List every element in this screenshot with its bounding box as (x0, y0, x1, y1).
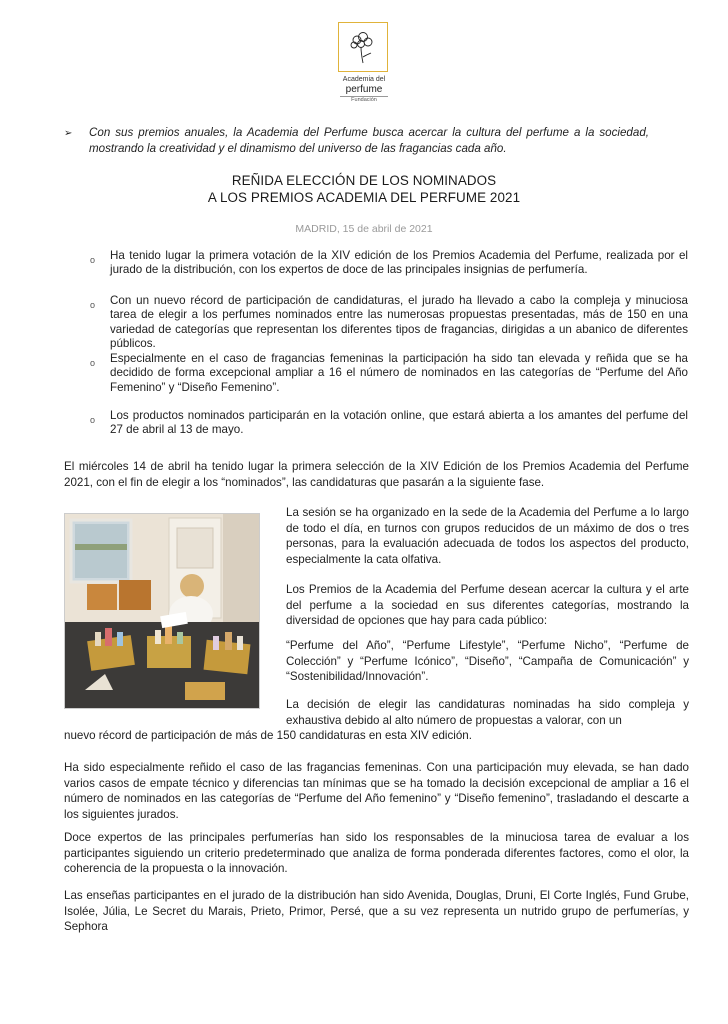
bullet-text: Especialmente en el caso de fragancias femeninas la participación ha sido tan elevada y reñida que se ha decidido de forma excepcional ampliar a 16 el número de nominados en las categorías de “Perfume del Año Femenino” y “Diseño Femenino”. (110, 352, 688, 394)
logo-text-perfume: perfume (345, 84, 383, 95)
paragraph: Ha sido especialmente reñido el caso de las fragancias femeninas. Con una participación muy elevada, se han dado varios casos de empate técnico y diferencias tan mínimas que se ha tomado la decisión excepcional de ampliar a 16 el número de nominados en las categorías de “Perfume del Año femenino” y “Diseño femenino”, trasladando el descarte a los siguientes jurados. (64, 761, 689, 821)
title-line-2: A LOS PREMIOS ACADEMIA DEL PERFUME 2021 (207, 190, 521, 205)
paragraph: Las enseñas participantes en el jurado de la distribución han sido Avenida, Douglas, Druni, El Corte Inglés, Fund Grube, Isolée, Júlia, Le Secret du Marais, Prieto, Primor, Persé, que a su vez representa un nutrido grupo de perfumerías, y Sephora (64, 889, 689, 933)
paragraph: Los Premios de la Academia del Perfume desean acercar la cultura y el arte del perfume a la sociedad en sus diferentes categorías, mostrando la diversidad de opciones que hay para cada público: (286, 583, 689, 627)
paragraph: nuevo récord de participación de más de 150 candidaturas en esta XIV edición. (64, 729, 472, 742)
bullet-marker: o (90, 300, 96, 310)
bullet-marker: o (90, 415, 96, 425)
logo-text-fundacion: Fundación (351, 97, 377, 103)
intro-text: Con sus premios anuales, la Academia del Perfume busca acercar la cultura del perfume a la sociedad, mostrando la creatividad y el dinamismo del universo de las fragancias cada año. (89, 126, 649, 155)
paragraph: El miércoles 14 de abril ha tenido lugar la primera selección de la XIV Edición de los Premios Academia del Perfume 2021, con el fin de elegir a los “nominados”, las candidaturas que pasarán a la siguiente fase. (64, 460, 689, 489)
bullet-marker: o (90, 358, 96, 368)
bullet-text: Ha tenido lugar la primera votación de la XIV edición de los Premios Academia del Perfume, realizada por el jurado de la distribución, con los expertos de doce de las principales insignias de perfumería. (110, 249, 688, 277)
paragraph: La decisión de elegir las candidaturas nominadas ha sido compleja y exhaustiva debido al alto número de propuestas a valorar, con un (286, 698, 689, 727)
arrow-bullet-icon: ➢ (64, 128, 73, 139)
jury-session-photo (64, 513, 260, 709)
logo-text-academia: Academia del (342, 76, 386, 83)
paragraph: La sesión se ha organizado en la sede de la Academia del Perfume a lo largo de todo el día, en turnos con grupos reducidos de un máximo de dos o tres personas, para la evaluación adecuada de todos los aspectos del producto, especialmente la cata olfativa. (286, 506, 689, 566)
bullet-text: Los productos nominados participarán en la votación online, que estará abierta a los amantes del perfume del 27 de abril al 13 de mayo. (110, 409, 688, 437)
bullet-text: Con un nuevo récord de participación de candidaturas, el jurado ha llevado a cabo la compleja y minuciosa tarea de elegir a los perfumes nominados entre las numerosas propuestas presentadas, más de 150 en una variedad de categorías que representan los diferentes tipos de fragancias, dirigidas a un abanico de diferentes públicos. (110, 294, 688, 351)
bullet-marker: o (90, 255, 96, 265)
flower-logo-icon (339, 23, 386, 70)
dateline: MADRID, 15 de abril de 2021 (295, 223, 433, 235)
paragraph: Doce expertos de las principales perfumerías han sido los responsables de la minuciosa tarea de evaluar a los participantes siguiendo un criterio predeterminado que analiza de forma ponderada diferentes factores, como el olor, la coherencia de la propuesta o la innovación. (64, 831, 689, 875)
title-line-1: REÑIDA ELECCIÓN DE LOS NOMINADOS (231, 173, 497, 188)
logo-emblem (338, 22, 388, 72)
paragraph: “Perfume del Año”, “Perfume Lifestyle”, “Perfume Nicho”, “Perfume de Colección” y “Perfume Icónico”, “Diseño”, “Campaña de Comunicación” y “Sostenibilidad/Innovación”. (286, 639, 689, 683)
